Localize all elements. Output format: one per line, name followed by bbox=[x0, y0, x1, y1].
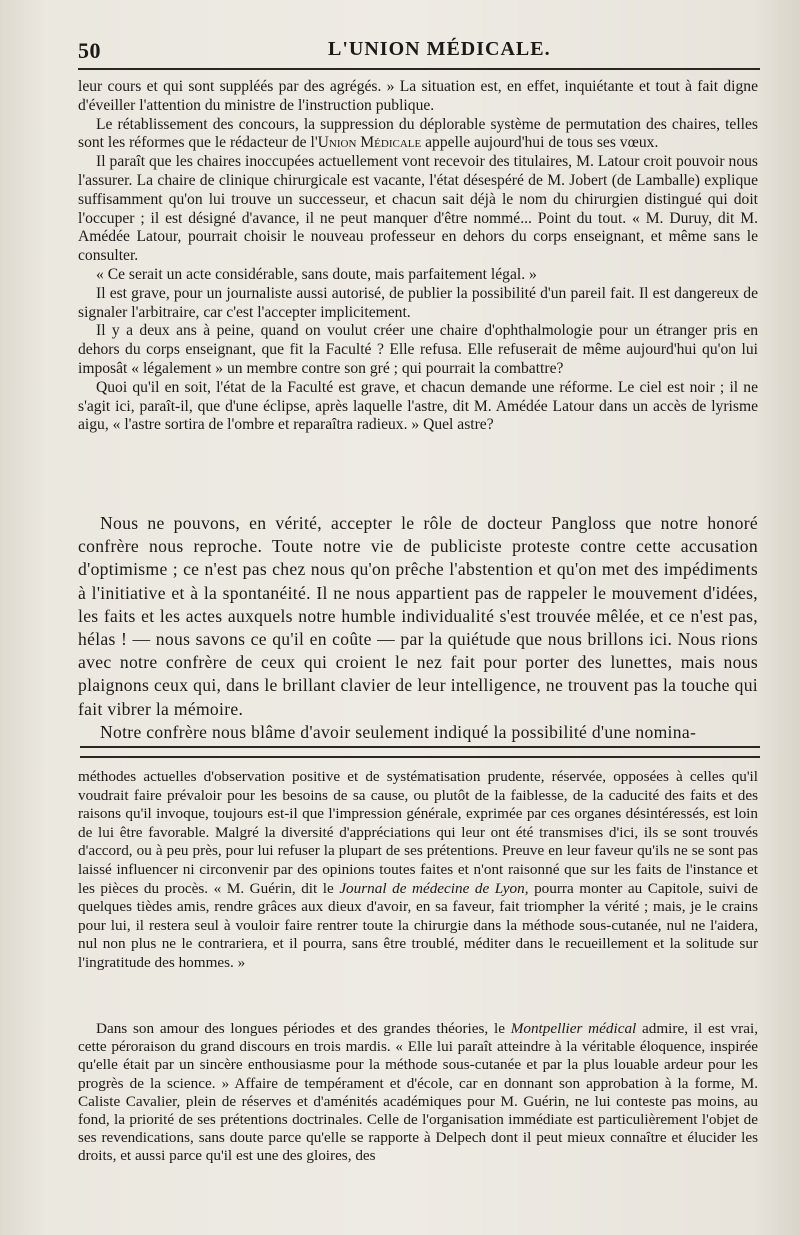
feuilleton-text-upper bbox=[78, 768, 758, 973]
page-number: 50 bbox=[78, 38, 101, 63]
running-title: L'UNION MÉDICALE. bbox=[328, 38, 551, 60]
paragraph: Notre confrère nous blâme d'avoir seulement indiqué la possibilité d'une nomina- bbox=[100, 721, 697, 742]
text-run: méthodes actuelles d'observation positive et de systématisation prudente, réservée, opposées à celles qu'il voudrait faire prévaloir pour les besoins de sa cause, ou plutôt de la faiblesse, de la caducité des faits et des raisons qu'il invoque, toujours est-il que l'impression générale, exprimée par ces organes désintéressés, est loin de lui être favorable. Malgré la diversité d'appréciations qui leur ont été transmises d'ici, ils se sont trouvés d'accord, ou à peu près, pour lui refuser la plupart de ses prétentions. Preuve en leur faveur qu'ils ne se sont pas laissé influencer ni circonvenir par des opinions toutes faites et n'ont raisonné que sur les faits de l'instance et les pièces du procès. « M. Guérin, dit le bbox=[78, 768, 758, 897]
paragraph bbox=[78, 768, 758, 973]
page-header bbox=[78, 34, 760, 70]
feuilleton-divider bbox=[80, 746, 760, 758]
paragraph: Il y a deux ans à peine, quand on voulut créer une chaire d'ophthalmologie pour un étranger pris en dehors du corps enseignant, que fit la Faculté ? Elle refusa. Elle refuserait de même aujourd'hui qu'on lui imposât « légalement » un membre contre son gré ; qui pourrait la combattre? bbox=[78, 322, 758, 377]
paragraph: Il est grave, pour un journaliste aussi autorisé, de publier la possibilité d'un pareil fait. Il est dangereux de signaler l'arbitraire, car c'est l'accepter implicitement. bbox=[78, 284, 758, 321]
text-run: appelle aujourd'hui de tous ses vœux. bbox=[421, 134, 659, 152]
text-run: Dans son amour des longues périodes et des grandes théories, le bbox=[96, 1020, 511, 1037]
text-run: pourra monter au Capitole, suivi de quelques tièdes amis, rendre grâces aux dieux d'avoir, en sa faveur, fait triompher la vérité ; mais, je le crains pour lui, il restera seul à vouloir faire rentrer toute la chirurgie dans la méthode sous-cutanée, nul ne l'aidera, nul non plus ne le contrariera, et il pourra, sans être troublé, méditer dans le recueillement et la solitude sur l'ingratitude des hommes. » bbox=[78, 879, 758, 971]
paragraph bbox=[78, 1020, 758, 1166]
paragraph: Nous ne pouvons, en vérité, accepter le rôle de docteur Pangloss que notre honoré confrère nous reproche. Toute notre vie de publiciste proteste contre cette accusation d'optimisme ; ce n'est pas chez nous qu'on prêche l'abstention et qu'on met des impédiments à l'initiative et à la spontanéité. Il ne nous appartient pas de rappeler le mouvement d'idées, les faits et les actes auxquels notre humble individualité s'est trouvée mêlée, et ce n'est pas, hélas ! — nous savons ce qu'il en coûte — par la quiétude que nous brillons ici. Nous rions avec notre confrère de ceux qui croient le nez fait pour porter des lunettes, mais nous plaignons ceux qui, dans le brillant clavier de leur intelligence, ne trouvent pas la touche qui fait vibrer la mémoire. bbox=[78, 513, 758, 719]
text-run: admire, il est vrai, cette péroraison du grand discours en trois mardis. « Elle lui paraît atteindre à la véritable éloquence, inspirée qu'elle était par un sincère enthousiasme pour la méthode sous-cutanée et par la plus louable ardeur pour les progrès de la science. » Affaire de tempérament et d'école, car en donnant son approbation à la forme, M. Caliste Cavalier, plein de réserves et d'aménités académiques pour M. Guérin, ne lui conteste pas moins, au fond, la priorité de ses prétentions doctrinales. Celle de l'organisation immédiate est particulièrement l'objet de ses revendications, sans doute parce qu'elle se rapporte à Delpech dont il peut mieux connaître et élucider les droits, et aussi parce qu'il est une des gloires, des bbox=[78, 1020, 758, 1165]
editorial-reply-text bbox=[78, 512, 758, 744]
paragraph: leur cours et qui sont suppléés par des agrégés. » La situation est, en effet, inquiétante et tout à fait digne d'éveiller l'attention du ministre de l'instruction publique. bbox=[78, 78, 758, 114]
paragraph: Il paraît que les chaires inoccupées actuellement vont recevoir des titulaires, M. Latour croit pouvoir nous l'assurer. La chaire de clinique chirurgicale est vacante, l'état désespéré de M. Jobert (de Lamballe) explique suffisamment qu'on lui trouve un successeur, et chacun sait déjà le nom du chirurgien distingué qui doit l'occuper ; il est désigné d'avance, il ne peut manquer d'être nommé... Point du tout. « M. Duruy, dit M. Amédée Latour, pourrait choisir le nouveau professeur en dehors du corps enseignant, et même sans le consulter. bbox=[78, 153, 758, 265]
feuilleton-text-lower bbox=[78, 1020, 758, 1166]
paragraph: « Ce serait un acte considérable, sans doute, mais parfaitement légal. » bbox=[96, 265, 537, 283]
paragraph bbox=[78, 116, 758, 154]
text-run: Le rétablissement des concours, la suppression du déplorable système de permutation des chaires, telles sont les réformes que le rédacteur de l' bbox=[78, 115, 758, 152]
journal-name: Journal de médecine de Lyon, bbox=[339, 879, 529, 897]
journal-name: Montpellier médical bbox=[510, 1020, 637, 1037]
upper-column-text bbox=[78, 78, 758, 435]
journal-name: Union Médicale bbox=[317, 134, 422, 152]
paragraph: Quoi qu'il en soit, l'état de la Faculté est grave, et chacun demande une réforme. Le ciel est noir ; il ne s'agit ici, paraît-il, que d'une éclipse, après laquelle l'astre, dit M. Amédée Latour dans un accès de lyrisme aigu, « l'astre sortira de l'ombre et reparaîtra radieux. » Quel astre? bbox=[78, 378, 758, 434]
